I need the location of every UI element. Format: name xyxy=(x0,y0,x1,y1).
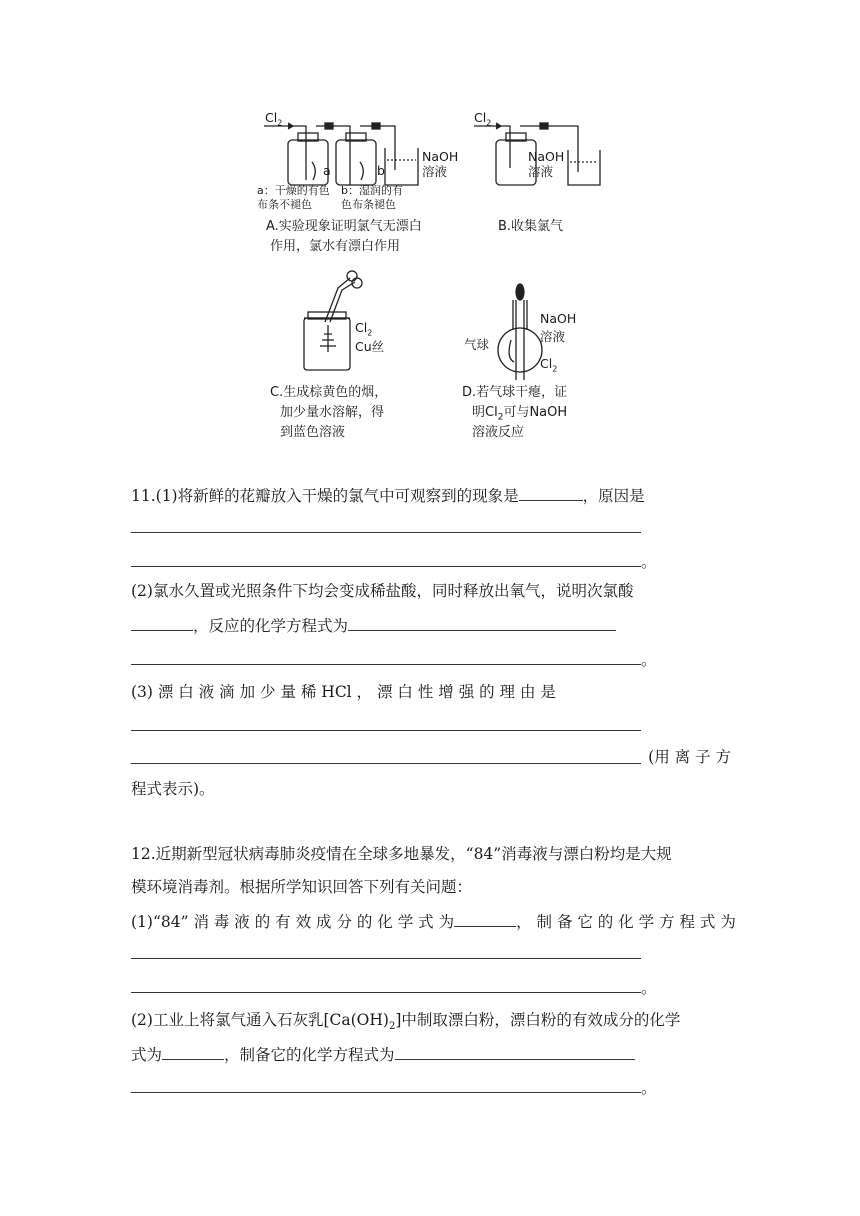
q12-part1-line2: 。 xyxy=(131,976,731,998)
caption-d-line3: 溶液反应 xyxy=(472,425,525,440)
answer-line[interactable] xyxy=(131,730,641,731)
answer-blank[interactable] xyxy=(162,1043,224,1060)
naoh-label-d: NaOH xyxy=(540,311,577,326)
cl2-label-c: $Cl_2$ xyxy=(355,320,373,338)
answer-blank[interactable] xyxy=(131,614,193,631)
caption-c-line2: 加少量水溶解，得 xyxy=(280,405,385,420)
caption-d-line2: 明$Cl_2$可与NaOH xyxy=(472,405,568,423)
answer-line[interactable] xyxy=(131,1076,641,1093)
cl2-label-a: $Cl_2$ xyxy=(265,110,283,128)
answer-line[interactable] xyxy=(395,1043,635,1060)
apparatus-figure xyxy=(0,0,860,450)
answer-blank[interactable] xyxy=(454,910,516,927)
naoh-label-a: NaOH xyxy=(422,149,459,164)
q12-part2-line3: 。 xyxy=(131,1076,731,1098)
note-b-line2: 色布条褪色 xyxy=(341,198,396,211)
answer-line[interactable] xyxy=(131,550,641,567)
note-a-line2: 布条不褪色 xyxy=(257,198,312,211)
cloth-a-letter: a xyxy=(323,163,331,178)
q12-part2-line2: 式为 ，制备它的化学方程式为 xyxy=(131,1043,731,1065)
apparatus-drawing xyxy=(0,0,860,450)
q12-intro: 12.近期新型冠状病毒肺炎疫情在全球多地暴发，“84”消毒液与漂白粉均是大规 xyxy=(131,845,672,863)
q11-part2-line3: 。 xyxy=(131,648,731,670)
caption-b: B.收集氯气 xyxy=(498,219,564,234)
q12-part2: (2)工业上将氯气通入石灰乳$[Ca(OH)_2]$中制取漂白粉，漂白粉的有效成分的化学 xyxy=(131,1011,681,1033)
answer-line[interactable] xyxy=(131,976,641,993)
answer-line[interactable] xyxy=(131,958,641,959)
balloon-label: 气球 xyxy=(464,337,490,352)
solution-label-b: 溶液 xyxy=(528,164,554,179)
caption-d-line1: D.若气球干瘪，证 xyxy=(462,385,568,400)
q11-part1-line2: 。 xyxy=(131,550,731,572)
answer-blank[interactable] xyxy=(519,484,583,501)
q12-intro-line2: 模环境消毒剂。根据所学知识回答下列有关问题： xyxy=(131,878,473,896)
solution-label-a: 溶液 xyxy=(422,164,448,179)
q11-part3-line2: (用 离 子 方 xyxy=(131,747,731,767)
answer-line[interactable] xyxy=(131,648,641,665)
answer-line[interactable] xyxy=(348,614,616,631)
caption-c-line3: 到蓝色溶液 xyxy=(280,425,346,440)
q12-part1: (1)“84” 消 毒 液 的 有 效 成 分 的 化 学 式 为 ， 制 备 它 的 化 学 方 程 式 为 xyxy=(131,910,731,932)
cl2-label-b: $Cl_2$ xyxy=(474,110,492,128)
caption-c-line1: C.生成棕黄色的烟， xyxy=(270,385,388,400)
caption-a-line2: 作用，氯水有漂白作用 xyxy=(270,239,401,254)
note-a-line1: a：干燥的有色 xyxy=(257,184,330,197)
note-b-line1: b：湿润的有 xyxy=(341,184,403,197)
answer-line[interactable] xyxy=(131,532,641,533)
cu-wire-label: Cu丝 xyxy=(355,339,385,354)
answer-line[interactable] xyxy=(131,747,641,764)
q11-part2: (2)氯水久置或光照条件下均会变成稀盐酸，同时释放出氧气，说明次氯酸 xyxy=(131,582,634,600)
caption-a-line1: A.实验现象证明氯气无漂白 xyxy=(266,219,422,234)
cl2-label-d: $Cl_2$ xyxy=(540,356,558,374)
naoh-label-b: NaOH xyxy=(528,149,565,164)
q11-part3-end: 程式表示)。 xyxy=(131,780,215,798)
solution-label-d: 溶液 xyxy=(540,329,566,344)
q11-part3: (3) 漂 白 液 滴 加 少 量 稀 HCl ， 漂 白 性 增 强 的 理 由 是 xyxy=(131,683,556,701)
q11-part1: 11.(1)将新鲜的花瓣放入干燥的氯气中可观察到的现象是 ，原因是 xyxy=(131,484,731,506)
q11-part2-line2: ，反应的化学方程式为 xyxy=(131,614,731,636)
cloth-b-letter: b xyxy=(377,163,385,178)
